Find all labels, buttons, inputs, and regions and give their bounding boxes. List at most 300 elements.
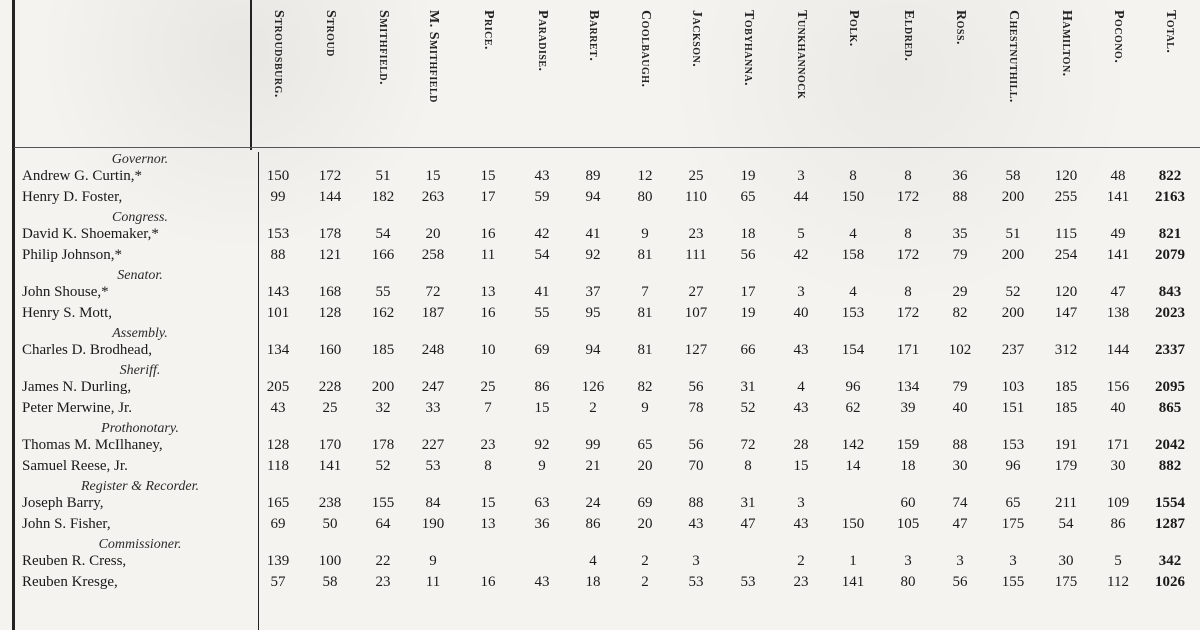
- vote-count: 35: [952, 226, 968, 242]
- column-header: Barret.: [586, 10, 601, 62]
- candidate-name: Andrew G. Curtin,*: [22, 168, 142, 184]
- vote-count: 40: [793, 305, 809, 321]
- office-heading: Register & Recorder.: [80, 479, 200, 494]
- vote-count: 18: [740, 226, 756, 242]
- candidate-name: John Shouse,*: [22, 284, 109, 300]
- vote-count: 151: [1001, 400, 1025, 416]
- vote-count: 118: [267, 458, 289, 474]
- vote-count: 65: [740, 189, 756, 205]
- vote-count: 155: [1001, 574, 1025, 590]
- vote-count: 1: [849, 553, 857, 569]
- vote-count: 2: [589, 400, 597, 416]
- vote-count: 37: [585, 284, 601, 300]
- vote-count: 29: [952, 284, 968, 300]
- vote-count: 82: [952, 305, 968, 321]
- vote-count: 32: [375, 400, 391, 416]
- vote-count: 50: [322, 516, 338, 532]
- vote-total: 2079: [1155, 247, 1185, 263]
- vote-count: 43: [270, 400, 286, 416]
- vote-count: 150: [841, 516, 865, 532]
- vote-count: 139: [266, 553, 290, 569]
- column-header: Chestnuthill.: [1006, 10, 1021, 103]
- vote-total: 843: [1158, 284, 1182, 300]
- vote-count: 8: [849, 168, 857, 184]
- vote-count: 13: [480, 516, 496, 532]
- vote-total: 882: [1158, 458, 1182, 474]
- vote-count: 53: [688, 574, 704, 590]
- vote-count: 107: [684, 305, 708, 321]
- vote-count: 25: [688, 168, 704, 184]
- column-header: Coolbaugh.: [638, 10, 653, 88]
- vote-count: 43: [688, 516, 704, 532]
- vote-count: 187: [421, 305, 445, 321]
- vote-count: 8: [904, 168, 912, 184]
- vote-count: 128: [318, 305, 342, 321]
- vote-count: 9: [538, 458, 546, 474]
- vote-count: 13: [480, 284, 496, 300]
- vote-count: 105: [896, 516, 920, 532]
- vote-count: 69: [270, 516, 286, 532]
- vote-count: 15: [534, 400, 550, 416]
- column-header: M. Smithfield: [426, 10, 441, 103]
- vote-count: 142: [841, 437, 865, 453]
- vote-total: 342: [1158, 553, 1182, 569]
- vote-count: 191: [1054, 437, 1078, 453]
- vote-count: 159: [896, 437, 920, 453]
- vote-count: 28: [793, 437, 809, 453]
- vote-count: 172: [896, 247, 920, 263]
- vote-count: 78: [688, 400, 704, 416]
- office-heading: Congress.: [112, 210, 168, 225]
- column-header: Pocono.: [1111, 10, 1126, 64]
- vote-count: 17: [480, 189, 496, 205]
- vote-count: 23: [375, 574, 391, 590]
- vote-count: 43: [534, 168, 550, 184]
- vote-count: 58: [322, 574, 338, 590]
- vote-count: 2: [641, 553, 649, 569]
- vote-count: 80: [900, 574, 916, 590]
- vote-count: 155: [371, 495, 395, 511]
- vote-count: 40: [952, 400, 968, 416]
- vote-count: 64: [375, 516, 391, 532]
- column-header: Ross.: [953, 10, 968, 46]
- vote-count: 56: [952, 574, 968, 590]
- vote-count: 128: [266, 437, 290, 453]
- vote-count: 55: [534, 305, 550, 321]
- vote-count: 8: [904, 284, 912, 300]
- vote-count: 110: [685, 189, 707, 205]
- vote-count: 111: [685, 247, 707, 263]
- vote-count: 41: [534, 284, 550, 300]
- vote-count: 18: [900, 458, 916, 474]
- column-header: Tobyhanna.: [741, 10, 756, 87]
- candidate-name: Joseph Barry,: [22, 495, 104, 511]
- vote-count: 4: [797, 379, 805, 395]
- vote-count: 92: [534, 437, 550, 453]
- vote-count: 141: [1106, 189, 1130, 205]
- vote-count: 168: [318, 284, 342, 300]
- vote-count: 16: [480, 226, 496, 242]
- vote-count: 4: [849, 284, 857, 300]
- vote-count: 126: [581, 379, 605, 395]
- candidate-name: Peter Merwine, Jr.: [22, 400, 132, 416]
- vote-count: 81: [637, 342, 653, 358]
- vote-count: 65: [637, 437, 653, 453]
- vote-count: 81: [637, 247, 653, 263]
- vote-count: 200: [1001, 247, 1025, 263]
- vote-count: 82: [637, 379, 653, 395]
- vote-count: 134: [896, 379, 920, 395]
- vote-count: 11: [480, 247, 496, 263]
- vote-count: 74: [952, 495, 968, 511]
- vote-count: 15: [425, 168, 441, 184]
- vote-total: 2042: [1155, 437, 1185, 453]
- vote-count: 31: [740, 495, 756, 511]
- vote-total: 2163: [1155, 189, 1185, 205]
- vote-count: 94: [585, 342, 601, 358]
- vote-count: 127: [684, 342, 708, 358]
- vote-count: 3: [692, 553, 700, 569]
- vote-count: 25: [322, 400, 338, 416]
- vote-count: 51: [375, 168, 391, 184]
- vote-count: 179: [1054, 458, 1078, 474]
- vote-count: 165: [266, 495, 290, 511]
- vote-count: 27: [688, 284, 704, 300]
- vote-count: 7: [484, 400, 492, 416]
- vote-total: 1554: [1155, 495, 1185, 511]
- left-border-rule: [12, 0, 15, 630]
- vote-count: 103: [1001, 379, 1025, 395]
- vote-count: 211: [1055, 495, 1077, 511]
- vote-count: 44: [793, 189, 809, 205]
- vote-count: 88: [270, 247, 286, 263]
- vote-count: 24: [585, 495, 601, 511]
- vote-count: 47: [1110, 284, 1126, 300]
- column-header: Paradise.: [535, 10, 550, 72]
- vote-count: 79: [952, 379, 968, 395]
- candidate-name: Samuel Reese, Jr.: [22, 458, 128, 474]
- office-heading: Governor.: [111, 152, 169, 167]
- candidate-name: John S. Fisher,: [22, 516, 111, 532]
- vote-count: 172: [318, 168, 342, 184]
- vote-total: 2095: [1155, 379, 1185, 395]
- vote-count: 153: [1001, 437, 1025, 453]
- vote-count: 16: [480, 574, 496, 590]
- vote-count: 143: [266, 284, 290, 300]
- vote-count: 147: [1054, 305, 1078, 321]
- vote-count: 254: [1054, 247, 1078, 263]
- vote-count: 8: [484, 458, 492, 474]
- vote-count: 48: [1110, 168, 1126, 184]
- vote-count: 144: [318, 189, 342, 205]
- column-header: Polk.: [846, 10, 861, 47]
- vote-count: 53: [425, 458, 441, 474]
- vote-count: 66: [740, 342, 756, 358]
- vote-count: 134: [266, 342, 290, 358]
- vote-count: 248: [421, 342, 445, 358]
- vote-count: 52: [375, 458, 391, 474]
- vote-count: 36: [534, 516, 550, 532]
- vote-count: 102: [948, 342, 972, 358]
- vote-count: 36: [952, 168, 968, 184]
- vote-count: 92: [585, 247, 601, 263]
- vote-count: 150: [266, 168, 290, 184]
- vote-count: 160: [318, 342, 342, 358]
- vote-total: 2023: [1155, 305, 1185, 321]
- vote-count: 4: [849, 226, 857, 242]
- vote-count: 95: [585, 305, 601, 321]
- vote-count: 175: [1054, 574, 1078, 590]
- vote-count: 54: [1058, 516, 1074, 532]
- vote-count: 72: [425, 284, 441, 300]
- column-header: Hamilton.: [1059, 10, 1074, 77]
- vote-count: 237: [1001, 342, 1025, 358]
- candidate-name: Henry D. Foster,: [22, 189, 123, 205]
- candidate-name: Reuben R. Cress,: [22, 553, 127, 569]
- vote-count: 18: [585, 574, 601, 590]
- vote-count: 69: [534, 342, 550, 358]
- vote-count: 238: [318, 495, 342, 511]
- vote-count: 43: [793, 516, 809, 532]
- vote-count: 5: [797, 226, 805, 242]
- vote-count: 255: [1054, 189, 1078, 205]
- candidate-name: Henry S. Mott,: [22, 305, 112, 321]
- vote-count: 227: [421, 437, 445, 453]
- vote-count: 5: [1114, 553, 1122, 569]
- vote-total: 1026: [1155, 574, 1185, 590]
- vote-count: 263: [421, 189, 445, 205]
- vote-count: 185: [371, 342, 395, 358]
- vote-count: 182: [371, 189, 395, 205]
- candidate-name: James N. Durling,: [22, 379, 132, 395]
- vote-count: 4: [589, 553, 597, 569]
- vote-count: 22: [375, 553, 391, 569]
- column-header: Stroud: [323, 10, 338, 57]
- vote-count: 59: [534, 189, 550, 205]
- vote-count: 56: [688, 437, 704, 453]
- vote-count: 51: [1005, 226, 1021, 242]
- vote-count: 89: [585, 168, 601, 184]
- vote-count: 175: [1001, 516, 1025, 532]
- vote-count: 185: [1054, 400, 1078, 416]
- vote-count: 17: [740, 284, 756, 300]
- vote-count: 54: [375, 226, 391, 242]
- vote-count: 70: [688, 458, 704, 474]
- vote-count: 53: [740, 574, 756, 590]
- vote-count: 42: [793, 247, 809, 263]
- vote-count: 141: [318, 458, 342, 474]
- candidate-name: Charles D. Brodhead,: [22, 342, 152, 358]
- vote-count: 3: [904, 553, 912, 569]
- vote-count: 69: [637, 495, 653, 511]
- vote-total: 2337: [1155, 342, 1185, 358]
- vote-total: 822: [1158, 168, 1182, 184]
- vote-count: 84: [425, 495, 441, 511]
- vote-count: 39: [900, 400, 916, 416]
- candidate-name: Reuben Kresge,: [22, 574, 118, 590]
- vote-count: 25: [480, 379, 496, 395]
- vote-count: 112: [1107, 574, 1129, 590]
- vote-count: 52: [1005, 284, 1021, 300]
- vote-count: 30: [952, 458, 968, 474]
- vote-count: 58: [1005, 168, 1021, 184]
- vote-count: 57: [270, 574, 286, 590]
- vote-count: 120: [1054, 284, 1078, 300]
- vote-count: 99: [585, 437, 601, 453]
- vote-count: 60: [900, 495, 916, 511]
- vote-count: 56: [740, 247, 756, 263]
- vote-count: 54: [534, 247, 550, 263]
- vote-count: 99: [270, 189, 286, 205]
- candidate-name: Thomas M. McIlhaney,: [22, 437, 163, 453]
- office-heading: Commissioner.: [98, 537, 182, 552]
- vote-count: 115: [1055, 226, 1077, 242]
- vote-count: 88: [952, 189, 968, 205]
- vote-count: 63: [534, 495, 550, 511]
- vote-count: 120: [1054, 168, 1078, 184]
- vote-count: 144: [1106, 342, 1130, 358]
- vote-count: 109: [1106, 495, 1130, 511]
- vote-count: 96: [845, 379, 861, 395]
- vote-count: 9: [429, 553, 437, 569]
- vote-count: 150: [841, 189, 865, 205]
- vote-count: 158: [841, 247, 865, 263]
- vote-count: 190: [421, 516, 445, 532]
- vote-count: 138: [1106, 305, 1130, 321]
- vote-count: 33: [425, 400, 441, 416]
- vote-count: 153: [266, 226, 290, 242]
- vote-count: 56: [688, 379, 704, 395]
- vote-count: 62: [845, 400, 861, 416]
- vote-count: 8: [744, 458, 752, 474]
- vote-count: 171: [1106, 437, 1130, 453]
- vote-count: 23: [793, 574, 809, 590]
- vote-count: 43: [793, 342, 809, 358]
- vote-count: 3: [1009, 553, 1017, 569]
- vote-count: 141: [1106, 247, 1130, 263]
- column-header: Stroudsburg.: [271, 10, 286, 98]
- vote-count: 65: [1005, 495, 1021, 511]
- vote-count: 153: [841, 305, 865, 321]
- vote-count: 15: [480, 495, 496, 511]
- vote-count: 154: [841, 342, 865, 358]
- vote-count: 41: [585, 226, 601, 242]
- candidate-name: David K. Shoemaker,*: [22, 226, 159, 242]
- vote-count: 86: [1110, 516, 1126, 532]
- vote-count: 88: [688, 495, 704, 511]
- vote-count: 205: [266, 379, 290, 395]
- vote-count: 3: [956, 553, 964, 569]
- header-divider-rule: [250, 0, 252, 150]
- vote-count: 3: [797, 168, 805, 184]
- vote-count: 81: [637, 305, 653, 321]
- vote-count: 178: [371, 437, 395, 453]
- vote-count: 20: [425, 226, 441, 242]
- vote-count: 72: [740, 437, 756, 453]
- vote-count: 79: [952, 247, 968, 263]
- vote-count: 30: [1110, 458, 1126, 474]
- vote-count: 31: [740, 379, 756, 395]
- vote-count: 14: [845, 458, 861, 474]
- vote-count: 12: [637, 168, 653, 184]
- vote-count: 200: [371, 379, 395, 395]
- vote-count: 200: [1001, 189, 1025, 205]
- vote-count: 172: [896, 189, 920, 205]
- vote-count: 19: [740, 305, 756, 321]
- vote-count: 9: [641, 400, 649, 416]
- vote-count: 47: [740, 516, 756, 532]
- column-header: Jackson.: [689, 10, 704, 68]
- vote-count: 42: [534, 226, 550, 242]
- office-heading: Prothonotary.: [101, 421, 179, 436]
- vote-count: 86: [585, 516, 601, 532]
- column-header: Eldred.: [901, 10, 916, 62]
- vote-count: 200: [1001, 305, 1025, 321]
- vote-count: 162: [371, 305, 395, 321]
- vote-count: 156: [1106, 379, 1130, 395]
- vote-count: 178: [318, 226, 342, 242]
- office-heading: Sheriff.: [119, 363, 161, 378]
- vote-count: 86: [534, 379, 550, 395]
- vote-count: 20: [637, 458, 653, 474]
- office-heading: Assembly.: [112, 326, 168, 341]
- vote-total: 1287: [1155, 516, 1185, 532]
- vote-count: 170: [318, 437, 342, 453]
- candidate-name: Philip Johnson,*: [22, 247, 123, 263]
- vote-count: 23: [688, 226, 704, 242]
- column-header: Total.: [1163, 10, 1178, 54]
- vote-total: 821: [1158, 226, 1182, 242]
- vote-count: 43: [534, 574, 550, 590]
- vote-count: 3: [797, 495, 805, 511]
- vote-count: 2: [797, 553, 805, 569]
- vote-count: 185: [1054, 379, 1078, 395]
- vote-count: 258: [421, 247, 445, 263]
- vote-count: 47: [952, 516, 968, 532]
- vote-count: 11: [425, 574, 441, 590]
- vote-count: 55: [375, 284, 391, 300]
- vote-count: 80: [637, 189, 653, 205]
- vote-count: 166: [371, 247, 395, 263]
- vote-count: 228: [318, 379, 342, 395]
- vote-count: 7: [641, 284, 649, 300]
- vote-count: 10: [480, 342, 496, 358]
- column-header: Smithfield.: [376, 10, 391, 86]
- office-heading: Senator.: [117, 268, 163, 283]
- vote-count: 141: [841, 574, 865, 590]
- vote-count: 15: [480, 168, 496, 184]
- vote-count: 30: [1058, 553, 1074, 569]
- vote-count: 100: [318, 553, 342, 569]
- vote-count: 19: [740, 168, 756, 184]
- vote-count: 247: [421, 379, 445, 395]
- vote-count: 121: [318, 247, 342, 263]
- vote-count: 49: [1110, 226, 1126, 242]
- vote-count: 3: [797, 284, 805, 300]
- vote-count: 312: [1054, 342, 1078, 358]
- vote-count: 43: [793, 400, 809, 416]
- vote-count: 172: [896, 305, 920, 321]
- column-header: Price.: [481, 10, 496, 51]
- vote-count: 96: [1005, 458, 1021, 474]
- vote-total: 865: [1158, 400, 1182, 416]
- vote-count: 23: [480, 437, 496, 453]
- vote-count: 16: [480, 305, 496, 321]
- vote-count: 2: [641, 574, 649, 590]
- vote-count: 94: [585, 189, 601, 205]
- column-header: Tunkhannock: [794, 10, 809, 100]
- vote-count: 9: [641, 226, 649, 242]
